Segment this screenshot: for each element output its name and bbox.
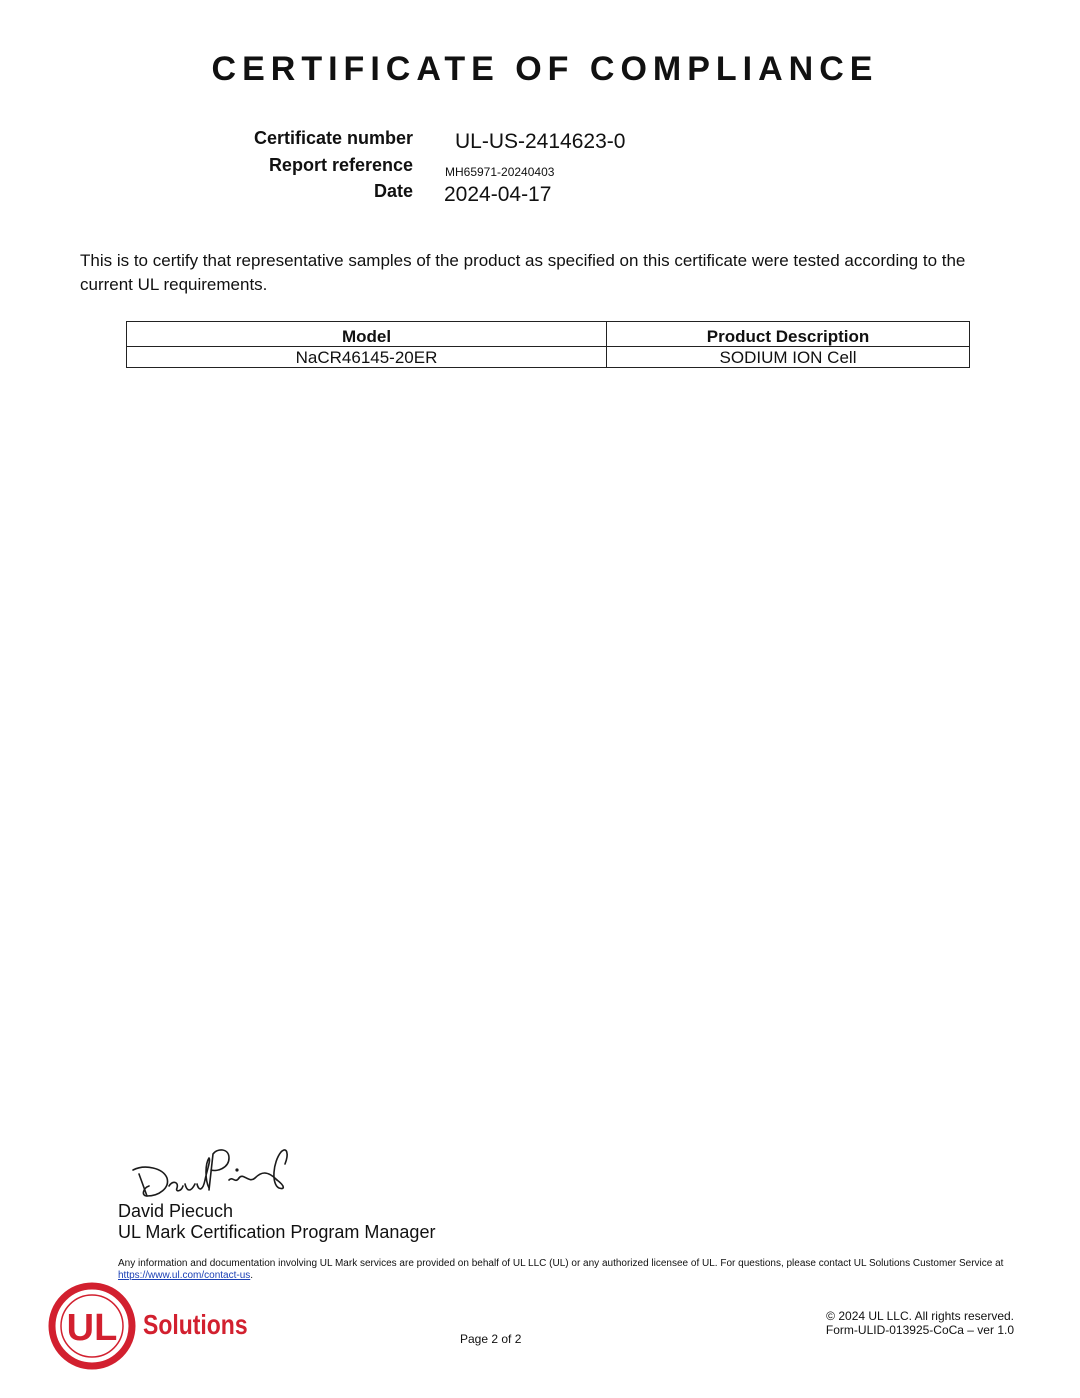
- disclaimer-text: [118, 1258, 1018, 1282]
- date-value: 2024-04-17: [444, 183, 552, 206]
- table-header-row: [127, 322, 970, 347]
- page-number: Page 2 of 2: [460, 1332, 522, 1346]
- certificate-number-label: Certificate number: [253, 128, 413, 148]
- product-description-column-header: Product Description: [607, 322, 970, 347]
- report-reference-value: MH65971-20240403: [445, 165, 555, 179]
- certificate-title: CERTIFICATE OF COMPLIANCE: [211, 50, 879, 88]
- signer-name: David Piecuch: [118, 1201, 234, 1221]
- contact-us-link[interactable]: https://www.ul.com/contact-us: [118, 1270, 251, 1281]
- model-cell: NaCR46145-20ER: [127, 347, 607, 368]
- model-column-header: Model: [127, 322, 607, 347]
- form-identifier: Form-ULID-013925-CoCa – ver 1.0: [825, 1323, 1014, 1337]
- table-row: [127, 347, 970, 368]
- copyright-notice: © 2024 UL LLC. All rights reserved.: [826, 1309, 1014, 1323]
- disclaimer-body: Any information and documentation involving UL Mark services are provided on behalf of UL LLC (UL) or any authorized licensee of UL. For questions, please contact UL Solutions Customer Service at: [118, 1258, 1004, 1269]
- disclaimer-end: .: [250, 1270, 254, 1281]
- signer-title: UL Mark Certification Program Manager: [118, 1222, 436, 1242]
- report-reference-label: Report reference: [268, 155, 413, 175]
- solutions-wordmark: Solutions: [143, 1309, 248, 1340]
- date-label: Date: [373, 181, 413, 201]
- ul-logo-mark: UL: [66, 1307, 118, 1349]
- certificate-number-value: UL-US-2414623-0: [455, 130, 626, 153]
- product-description-cell: SODIUM ION Cell: [607, 347, 970, 368]
- certification-statement: This is to certify that representative samples of the product as specified on this certificate were tested according to the current UL requirements.: [80, 251, 966, 294]
- model-table: [126, 321, 970, 368]
- ul-logo: [48, 1282, 136, 1370]
- handwritten-signature: [125, 1140, 295, 1202]
